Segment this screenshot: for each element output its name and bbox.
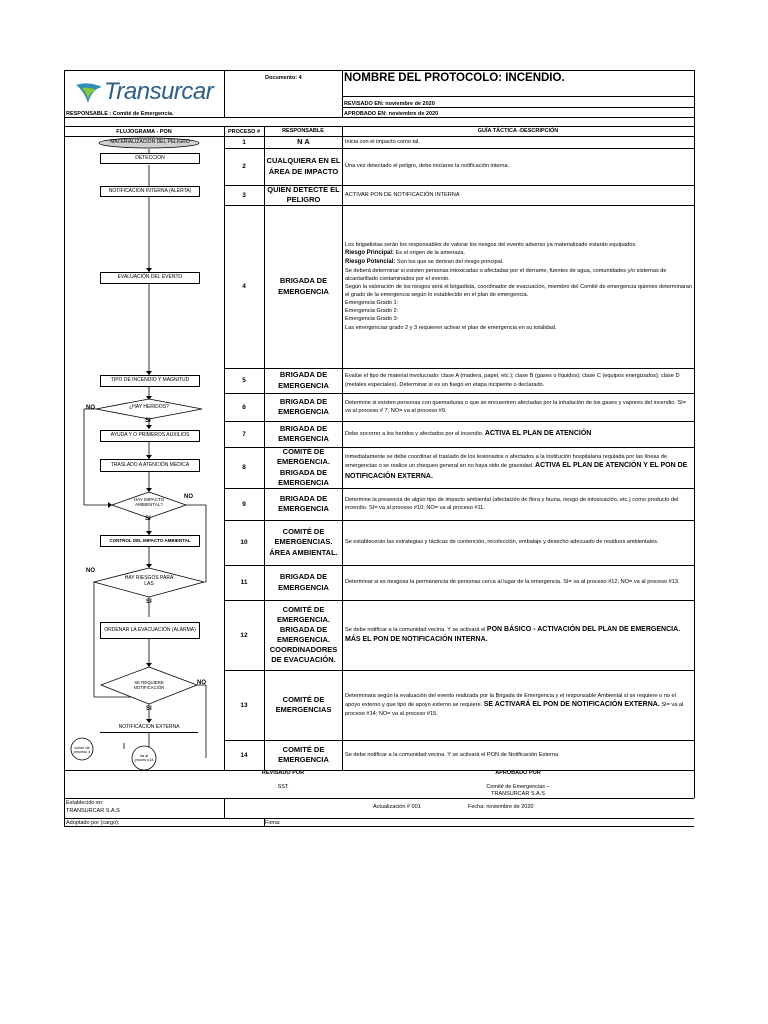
- col-guide-header: GUÍA TÁCTICA -DESCRIPCIÓN: [477, 128, 559, 134]
- process-responsible: BRIGADA DE EMERGENCIA: [278, 423, 329, 443]
- grid-line: [64, 818, 694, 819]
- established-value: TRANSURCAR S.A.S: [66, 808, 120, 814]
- col-responsible-header: RESPONSABLE: [282, 128, 324, 134]
- guide-paragraph: [345, 453, 692, 481]
- guide-text: Las emergencias grado 2 y 3 requieren activar el plan de emergencia en su totalidad.: [345, 324, 557, 331]
- grid-line: [342, 96, 694, 97]
- flowchart: [64, 137, 224, 770]
- process-guide: [343, 670, 694, 740]
- signature-label: Firma:: [265, 820, 281, 826]
- approved-by-2: TRANSURCAR S.A.S: [491, 791, 545, 797]
- guide-paragraph: [345, 399, 692, 415]
- flow-no-env: NO: [184, 494, 193, 500]
- process-responsible: COMITÉ DE EMERGENCIAS: [275, 694, 332, 714]
- reviewed-by: SST: [277, 784, 289, 790]
- guide-text: Evalúe el tipo de material involucrado: clase A (madera, papel, etc.); clase B (gases o líquidos); clase C (equipos energizados); clase D (metales especiales). Determinar si es un fuego en etapa incipiente o declarado.: [345, 373, 680, 388]
- guide-text: Inicia con el impacto como tal.: [345, 138, 420, 145]
- guide-text: ACTIVAR PON DE NOTIFICACIÓN INTERNA: [345, 191, 460, 198]
- guide-text: Una vez detectado el peligro, debe iniciarse la notificación interna.: [345, 163, 510, 170]
- flow-medical-transfer: TRASLADO A ATENCIÓN MEDICA: [100, 459, 200, 472]
- established-label: Establecido en:: [66, 800, 104, 806]
- approved-by-label: APROBADO POR: [495, 770, 541, 776]
- guide-text: Determinar si es riesgosa la permanencia de personas cerca al lugar de la emergencia. SI= va al proceso #12; NO= va al proceso #13.: [345, 579, 680, 586]
- process-guide: [343, 600, 694, 670]
- responsible-line: RESPONSABLE : Comité de Emergencia.: [66, 111, 174, 117]
- guide-text: Determine si existen personas con quemaduras o que se encuentren afectadas por la inhalación de los gases y vapores del incendio. SI= va al proceso # 7; NO= va al proceso #9.: [345, 399, 686, 414]
- guide-text: SI= va al proceso #14; NO= va al proceso #15.: [345, 701, 684, 718]
- grid-line: [694, 70, 695, 798]
- guide-text: Se debe notificar a la comunidad vecina. Y se activará el PON de Notificación Externa: [345, 751, 559, 758]
- protocol-title: NOMBRE DEL PROTOCOLO: INCENDIO.: [344, 72, 565, 84]
- adopted-label: Adoptado por (cargo):: [66, 820, 120, 826]
- guide-paragraph: [345, 692, 692, 718]
- process-responsible: QUIEN DETECTE EL PELIGRO: [267, 184, 340, 204]
- process-responsible: BRIGADA DE EMERGENCIA: [278, 572, 329, 592]
- flow-si-injured: SI: [145, 418, 151, 424]
- process-number: 2: [242, 163, 246, 170]
- process-responsible: COMITÉ DE EMERGENCIA. BRIGADA DE EMERGENCIA. COORDINADORES DE EVACUACIÓN.: [269, 604, 338, 665]
- flow-env-control: CONTROL DEL IMPACTO AMBIENTAL: [100, 535, 200, 547]
- process-number: 10: [240, 539, 248, 546]
- process-number: 5: [242, 377, 246, 384]
- process-responsible: BRIGADA DE EMERGENCIA: [278, 493, 329, 513]
- guide-text: Es el origen de la amenaza.: [394, 250, 465, 257]
- guide-emphasis: PON BÁSICO - ACTIVACIÓN DEL PLAN DE EMERGENCIA. MÁS EL PON DE NOTIFICACIÓN INTERNA.: [345, 625, 681, 643]
- process-number: 4: [242, 283, 246, 290]
- flow-no-injured: NO: [86, 405, 95, 411]
- grid-line: [64, 117, 694, 118]
- process-responsible: BRIGADA DE EMERGENCIA: [278, 396, 329, 416]
- guide-paragraph: [345, 429, 692, 439]
- flow-injured-q: ¿HAY HERIDOS?: [129, 404, 169, 411]
- flow-fire-type: TIPO DE INCENDIO Y MAGNITUD: [100, 375, 200, 387]
- process-responsible: CUALQUIERA EN EL ÁREA DE IMPACTO: [266, 156, 341, 176]
- grid-line: [224, 70, 225, 117]
- guide-paragraph: [345, 578, 692, 586]
- grid-line: [64, 126, 694, 127]
- guide-text: Según la valoración de los riesgos será el brigadista, coordinador de evacuación, miembro del Comité de emergencia quienes determinaran el grado de la emergencia según lo establecido en el plan de emergencia.: [345, 284, 693, 299]
- guide-text: Son los que se derivan del riesgo principal.: [395, 259, 504, 266]
- guide-emphasis: ACTIVA EL PLAN DE ATENCIÓN: [484, 429, 592, 437]
- process-number: 14: [240, 751, 248, 759]
- process-responsible: N A: [297, 136, 310, 146]
- guide-text: Determine la presencia de algún tipo de impacto ambiental (afectación de flora y fauna, riesgo de intoxicación, etc.) como producto del incendio. SI= va al proceso #10; NO= va al proceso #11.: [345, 496, 679, 511]
- process-responsible: COMITÉ DE EMERGENCIA. BRIGADA DE EMERGENCIA: [277, 447, 330, 487]
- flow-risk-q: HAY RIESGOS PARA LAS: [124, 575, 174, 587]
- guide-bold: Riesgo Principal:: [345, 250, 395, 257]
- guide-paragraph: [345, 625, 692, 645]
- process-guide: [343, 205, 694, 368]
- grid-line: [342, 70, 343, 117]
- flow-return-right: ira al proces o14: [134, 753, 154, 762]
- process-number: 12: [240, 631, 248, 639]
- guide-emphasis: SE ACTIVARÁ EL PON DE NOTIFICACIÓN EXTERNA.: [483, 700, 660, 708]
- guide-line: [345, 258, 692, 267]
- guide-text: Debe socorrer a los heridos y afectados por el incendio.: [345, 430, 485, 437]
- logo-text: Transurcar: [104, 78, 214, 105]
- process-guide: [343, 148, 694, 185]
- update-number: Actualización # 001: [373, 804, 421, 810]
- grid-line: [224, 798, 225, 818]
- guide-line: [345, 267, 692, 283]
- process-number: 11: [240, 579, 248, 586]
- flow-evacuation: ORDENAR LA EVACUACIÓN (ALARMA): [100, 622, 200, 639]
- guide-paragraph: [345, 162, 692, 170]
- flow-notify-internal: NOTIFICACION INTERNA (ALERTA): [100, 186, 200, 197]
- grid-line: [64, 826, 694, 827]
- flow-support-q: SE REQUIERE NOTIFICACIÓN: [133, 680, 165, 690]
- guide-paragraph: [345, 538, 692, 546]
- process-guide: [343, 136, 694, 148]
- process-number: 1: [242, 138, 246, 146]
- guide-text: Emergencia Grado 1:: [345, 300, 399, 307]
- process-guide: [343, 565, 694, 600]
- logo-mark-icon: [74, 79, 104, 105]
- guide-line: [345, 324, 692, 332]
- flow-si-support: SI: [146, 706, 152, 712]
- revised-date: REVISADO EN: noviembre de 2020: [344, 101, 435, 107]
- process-responsible: COMITÉ DE EMERGENCIAS. ÁREA AMBIENTAL.: [269, 527, 338, 557]
- guide-text: Emergencia Grado 2:: [345, 308, 399, 315]
- process-number: 7: [242, 430, 246, 438]
- col-flow-header: FLUJOGRAMA - PON: [116, 129, 172, 135]
- reviewed-by-label: REVISADO POR: [261, 770, 305, 776]
- flow-start: MATERIALIZACION DEL PELIGRO: [110, 139, 190, 146]
- guide-line: [345, 283, 692, 299]
- guide-paragraph: [345, 138, 692, 146]
- guide-paragraph: [345, 372, 692, 388]
- process-responsible: BRIGADA DE EMERGENCIA: [278, 370, 329, 390]
- guide-line: [345, 299, 692, 307]
- guide-line: [345, 315, 692, 323]
- flow-return-left: volver de proceso 4: [73, 745, 91, 754]
- flow-si-risk: SI: [146, 599, 152, 605]
- process-guide: [343, 520, 694, 565]
- grid-line: [64, 798, 694, 799]
- flow-env-q: HAY IMPACTO AMBIENTAL?: [133, 497, 165, 507]
- process-responsible: BRIGADA DE EMERGENCIA: [278, 276, 329, 296]
- guide-bold: Riesgo Potencial:: [345, 259, 396, 266]
- process-guide: [343, 447, 694, 488]
- guide-text: Inmediatamente se debe coordinar el traslado de los lesionados o afectados a la institución hospitalaria requlada por las líneas de emergencias o se realice un chequeo general en no haya sido de gravedad.: [345, 454, 668, 470]
- process-number: 6: [242, 403, 246, 411]
- process-guide: [343, 393, 694, 421]
- flow-si-env: SI: [145, 516, 151, 522]
- guide-text: Se deberá determinar si existen personas intoxicadas o afectadas por el derrame, fuentes de agua, comunidades y/o sistemas de alcantarillado contaminados por el evento.: [345, 267, 667, 282]
- grid-line: [342, 107, 694, 108]
- flow-no-risk: NO: [86, 568, 95, 574]
- process-number: 9: [242, 500, 246, 508]
- guide-text: Los brigadistas serán los responsables de valorar los riesgos del evento adverso ya materializado estarán equipados.: [345, 242, 637, 249]
- guide-paragraph: [345, 191, 692, 199]
- flow-evaluate: EVALUACIÓN DEL EVENTO: [100, 272, 200, 284]
- process-guide: [343, 421, 694, 447]
- process-number: 13: [240, 701, 248, 709]
- guide-emphasis: ACTIVA EL PLAN DE ATENCIÓN Y EL PON DE NOTIFICACIÓN EXTERNA.: [345, 462, 688, 480]
- process-responsible: COMITÉ DE EMERGENCIA: [278, 744, 329, 764]
- update-date: Fecha: noviembre de 2020: [468, 804, 534, 810]
- guide-paragraph: [345, 751, 692, 759]
- guide-text: Se establecerán las estrategias y tácticas de contención, recolección, embalaje y desecho adecuado de residuos ambientales.: [345, 539, 659, 546]
- flow-no-support: NO: [197, 680, 206, 686]
- col-process-header: PROCESO #: [227, 129, 261, 135]
- process-number: 3: [242, 191, 246, 199]
- flow-first-aid: AYUDA Y O PRIMEROS AUXILIOS: [100, 430, 200, 442]
- guide-paragraph: [345, 496, 692, 512]
- guide-text: Se debe notificar a la comunidad vecina. Y se activará el: [345, 626, 487, 633]
- guide-line: [345, 249, 692, 258]
- guide-line: [345, 307, 692, 315]
- guide-line: [345, 241, 692, 249]
- guide-text: Emergencia Grado 3:: [345, 316, 399, 323]
- grid-line: [64, 70, 694, 71]
- flow-detect: DETECCION: [100, 153, 200, 164]
- approved-by-1: Comité de Emergencias –: [486, 784, 550, 790]
- process-number: 8: [242, 464, 246, 471]
- process-guide: [343, 740, 694, 770]
- logo: [74, 76, 219, 108]
- process-guide: [343, 185, 694, 205]
- document-label: Documento: 4: [265, 75, 302, 81]
- process-guide: [343, 368, 694, 393]
- approved-date: APROBADO EN: noviembre de 2020: [344, 111, 439, 117]
- process-guide: [343, 488, 694, 520]
- flow-notify-external: NOTIFICACION EXTERNA: [100, 723, 198, 733]
- guide-text: Determinara según la evaluación del evento realizada por la Brigada de Emergencia y el responsable Ambiental si se requiere o no el apoyo externo y que tipo de apoyo externo se requiere.: [345, 692, 676, 708]
